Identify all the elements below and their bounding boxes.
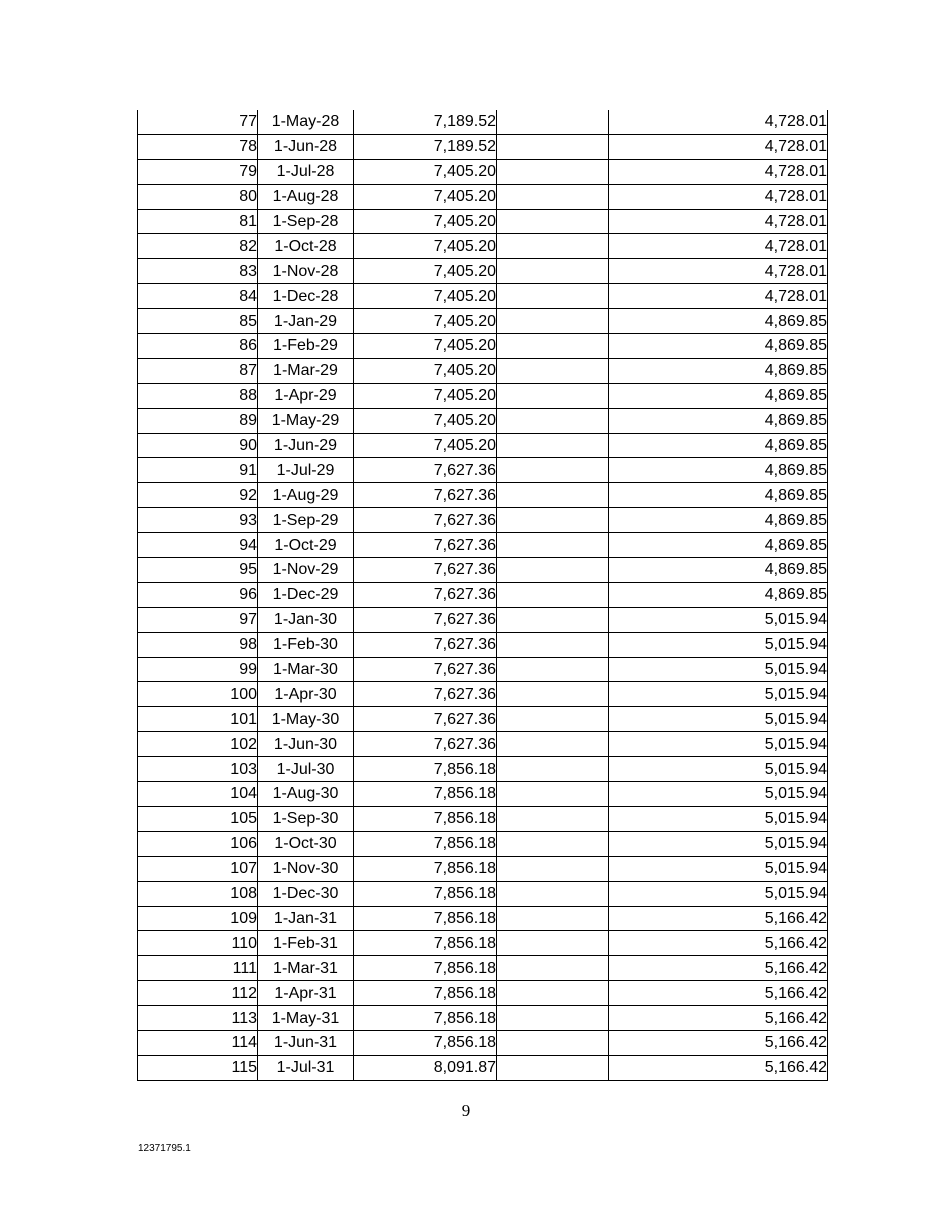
amount-cell: 7,405.20 (354, 309, 497, 334)
amount-cell: 7,627.36 (354, 607, 497, 632)
second-amount-cell: 5,015.94 (609, 707, 828, 732)
empty-cell (497, 856, 609, 881)
second-amount-cell: 5,015.94 (609, 657, 828, 682)
empty-cell (497, 309, 609, 334)
date-cell: 1-Oct-28 (258, 234, 354, 259)
row-number-cell: 99 (138, 657, 258, 682)
second-amount-cell: 5,166.42 (609, 956, 828, 981)
row-number-cell: 84 (138, 284, 258, 309)
empty-cell (497, 981, 609, 1006)
table-row (138, 732, 828, 757)
row-number-cell: 111 (138, 956, 258, 981)
empty-cell (497, 508, 609, 533)
table-row (138, 1030, 828, 1055)
empty-cell (497, 458, 609, 483)
date-cell: 1-Feb-31 (258, 931, 354, 956)
amount-cell: 7,405.20 (354, 184, 497, 209)
row-number-cell: 112 (138, 981, 258, 1006)
row-number-cell: 91 (138, 458, 258, 483)
amount-cell: 7,856.18 (354, 931, 497, 956)
date-cell: 1-Jul-31 (258, 1055, 354, 1080)
empty-cell (497, 782, 609, 807)
second-amount-cell: 5,015.94 (609, 757, 828, 782)
empty-cell (497, 1006, 609, 1031)
amount-cell: 7,856.18 (354, 782, 497, 807)
table-row (138, 159, 828, 184)
date-cell: 1-Aug-29 (258, 483, 354, 508)
amount-cell: 7,405.20 (354, 433, 497, 458)
second-amount-cell: 5,015.94 (609, 732, 828, 757)
date-cell: 1-Jan-30 (258, 607, 354, 632)
empty-cell (497, 383, 609, 408)
table-row (138, 757, 828, 782)
row-number-cell: 97 (138, 607, 258, 632)
amount-cell: 7,856.18 (354, 1030, 497, 1055)
table-row (138, 682, 828, 707)
table-row (138, 806, 828, 831)
date-cell: 1-May-30 (258, 707, 354, 732)
table-row (138, 981, 828, 1006)
amount-cell: 7,856.18 (354, 1006, 497, 1031)
row-number-cell: 109 (138, 906, 258, 931)
row-number-cell: 78 (138, 134, 258, 159)
empty-cell (497, 284, 609, 309)
row-number-cell: 106 (138, 831, 258, 856)
row-number-cell: 110 (138, 931, 258, 956)
row-number-cell: 85 (138, 309, 258, 334)
empty-cell (497, 881, 609, 906)
table-body (138, 110, 828, 1080)
row-number-cell: 90 (138, 433, 258, 458)
row-number-cell: 98 (138, 632, 258, 657)
amount-cell: 7,627.36 (354, 657, 497, 682)
date-cell: 1-Feb-30 (258, 632, 354, 657)
amount-cell: 7,627.36 (354, 632, 497, 657)
table-row (138, 906, 828, 931)
row-number-cell: 100 (138, 682, 258, 707)
empty-cell (497, 831, 609, 856)
amount-cell: 7,405.20 (354, 334, 497, 359)
second-amount-cell: 4,869.85 (609, 558, 828, 583)
amount-cell: 7,856.18 (354, 806, 497, 831)
second-amount-cell: 5,166.42 (609, 1055, 828, 1080)
date-cell: 1-Jul-30 (258, 757, 354, 782)
amount-cell: 7,405.20 (354, 259, 497, 284)
table-row (138, 110, 828, 134)
empty-cell (497, 358, 609, 383)
table-row (138, 284, 828, 309)
empty-cell (497, 607, 609, 632)
empty-cell (497, 134, 609, 159)
second-amount-cell: 4,728.01 (609, 284, 828, 309)
amount-cell: 7,856.18 (354, 831, 497, 856)
table-row (138, 184, 828, 209)
date-cell: 1-Jun-29 (258, 433, 354, 458)
second-amount-cell: 4,869.85 (609, 408, 828, 433)
row-number-cell: 94 (138, 533, 258, 558)
date-cell: 1-Jun-28 (258, 134, 354, 159)
amount-cell: 7,405.20 (354, 408, 497, 433)
row-number-cell: 79 (138, 159, 258, 184)
empty-cell (497, 209, 609, 234)
date-cell: 1-Feb-29 (258, 334, 354, 359)
date-cell: 1-Jul-28 (258, 159, 354, 184)
second-amount-cell: 5,015.94 (609, 831, 828, 856)
table-row (138, 134, 828, 159)
row-number-cell: 83 (138, 259, 258, 284)
table-row (138, 358, 828, 383)
table-row (138, 408, 828, 433)
table-row (138, 334, 828, 359)
amount-cell: 7,405.20 (354, 159, 497, 184)
table-row (138, 956, 828, 981)
second-amount-cell: 4,869.85 (609, 533, 828, 558)
table-row (138, 458, 828, 483)
row-number-cell: 86 (138, 334, 258, 359)
empty-cell (497, 159, 609, 184)
second-amount-cell: 4,728.01 (609, 184, 828, 209)
second-amount-cell: 5,015.94 (609, 806, 828, 831)
empty-cell (497, 184, 609, 209)
row-number-cell: 93 (138, 508, 258, 533)
date-cell: 1-Oct-29 (258, 533, 354, 558)
empty-cell (497, 259, 609, 284)
amount-cell: 7,405.20 (354, 209, 497, 234)
row-number-cell: 103 (138, 757, 258, 782)
date-cell: 1-Apr-30 (258, 682, 354, 707)
table-row (138, 309, 828, 334)
table-row (138, 831, 828, 856)
date-cell: 1-Nov-29 (258, 558, 354, 583)
amount-cell: 7,856.18 (354, 956, 497, 981)
row-number-cell: 87 (138, 358, 258, 383)
amount-cell: 7,856.18 (354, 981, 497, 1006)
date-cell: 1-May-29 (258, 408, 354, 433)
table-row (138, 508, 828, 533)
second-amount-cell: 4,869.85 (609, 358, 828, 383)
row-number-cell: 80 (138, 184, 258, 209)
table-row (138, 1055, 828, 1080)
amount-cell: 7,189.52 (354, 134, 497, 159)
empty-cell (497, 806, 609, 831)
row-number-cell: 81 (138, 209, 258, 234)
amount-cell: 7,627.36 (354, 732, 497, 757)
date-cell: 1-May-28 (258, 110, 354, 134)
date-cell: 1-Sep-30 (258, 806, 354, 831)
table-row (138, 234, 828, 259)
date-cell: 1-Mar-29 (258, 358, 354, 383)
second-amount-cell: 5,015.94 (609, 607, 828, 632)
row-number-cell: 113 (138, 1006, 258, 1031)
empty-cell (497, 707, 609, 732)
empty-cell (497, 757, 609, 782)
second-amount-cell: 4,869.85 (609, 508, 828, 533)
date-cell: 1-Sep-28 (258, 209, 354, 234)
second-amount-cell: 4,728.01 (609, 110, 828, 134)
row-number-cell: 107 (138, 856, 258, 881)
amount-cell: 7,856.18 (354, 757, 497, 782)
row-number-cell: 108 (138, 881, 258, 906)
date-cell: 1-Nov-30 (258, 856, 354, 881)
row-number-cell: 102 (138, 732, 258, 757)
table-row (138, 259, 828, 284)
amount-cell: 7,627.36 (354, 582, 497, 607)
date-cell: 1-Jun-30 (258, 732, 354, 757)
amount-cell: 7,627.36 (354, 707, 497, 732)
date-cell: 1-Dec-30 (258, 881, 354, 906)
second-amount-cell: 5,166.42 (609, 981, 828, 1006)
row-number-cell: 82 (138, 234, 258, 259)
second-amount-cell: 5,015.94 (609, 682, 828, 707)
page-number: 9 (461, 1101, 471, 1120)
second-amount-cell: 4,728.01 (609, 134, 828, 159)
row-number-cell: 95 (138, 558, 258, 583)
amount-cell: 7,856.18 (354, 906, 497, 931)
empty-cell (497, 558, 609, 583)
table-row (138, 483, 828, 508)
row-number-cell: 92 (138, 483, 258, 508)
empty-cell (497, 1055, 609, 1080)
date-cell: 1-Jan-31 (258, 906, 354, 931)
second-amount-cell: 4,728.01 (609, 259, 828, 284)
amount-cell: 7,856.18 (354, 881, 497, 906)
second-amount-cell: 4,869.85 (609, 383, 828, 408)
amount-cell: 7,627.36 (354, 533, 497, 558)
amount-cell: 7,405.20 (354, 234, 497, 259)
second-amount-cell: 5,166.42 (609, 931, 828, 956)
amount-cell: 7,405.20 (354, 284, 497, 309)
empty-cell (497, 632, 609, 657)
date-cell: 1-Apr-31 (258, 981, 354, 1006)
empty-cell (497, 657, 609, 682)
date-cell: 1-Dec-29 (258, 582, 354, 607)
table-row (138, 607, 828, 632)
date-cell: 1-May-31 (258, 1006, 354, 1031)
empty-cell (497, 682, 609, 707)
empty-cell (497, 483, 609, 508)
date-cell: 1-Apr-29 (258, 383, 354, 408)
table-row (138, 782, 828, 807)
date-cell: 1-Jun-31 (258, 1030, 354, 1055)
empty-cell (497, 1030, 609, 1055)
empty-cell (497, 334, 609, 359)
second-amount-cell: 4,728.01 (609, 234, 828, 259)
empty-cell (497, 533, 609, 558)
amount-cell: 7,627.36 (354, 508, 497, 533)
amount-cell: 8,091.87 (354, 1055, 497, 1080)
row-number-cell: 89 (138, 408, 258, 433)
date-cell: 1-Aug-28 (258, 184, 354, 209)
second-amount-cell: 5,166.42 (609, 906, 828, 931)
row-number-cell: 104 (138, 782, 258, 807)
row-number-cell: 96 (138, 582, 258, 607)
empty-cell (497, 110, 609, 134)
date-cell: 1-Dec-28 (258, 284, 354, 309)
table-row (138, 657, 828, 682)
date-cell: 1-Sep-29 (258, 508, 354, 533)
empty-cell (497, 234, 609, 259)
table-row (138, 582, 828, 607)
second-amount-cell: 4,869.85 (609, 483, 828, 508)
table-row (138, 931, 828, 956)
table-row (138, 632, 828, 657)
empty-cell (497, 906, 609, 931)
date-cell: 1-Nov-28 (258, 259, 354, 284)
row-number-cell: 114 (138, 1030, 258, 1055)
second-amount-cell: 5,015.94 (609, 632, 828, 657)
amount-cell: 7,405.20 (354, 358, 497, 383)
second-amount-cell: 5,015.94 (609, 782, 828, 807)
amount-cell: 7,627.36 (354, 558, 497, 583)
row-number-cell: 88 (138, 383, 258, 408)
second-amount-cell: 4,869.85 (609, 433, 828, 458)
empty-cell (497, 732, 609, 757)
table-row (138, 558, 828, 583)
amount-cell: 7,189.52 (354, 110, 497, 134)
amount-cell: 7,627.36 (354, 483, 497, 508)
table-row (138, 1006, 828, 1031)
second-amount-cell: 5,015.94 (609, 881, 828, 906)
second-amount-cell: 4,869.85 (609, 458, 828, 483)
second-amount-cell: 4,728.01 (609, 159, 828, 184)
row-number-cell: 115 (138, 1055, 258, 1080)
date-cell: 1-Aug-30 (258, 782, 354, 807)
date-cell: 1-Jan-29 (258, 309, 354, 334)
second-amount-cell: 5,015.94 (609, 856, 828, 881)
empty-cell (497, 931, 609, 956)
table-row (138, 383, 828, 408)
empty-cell (497, 956, 609, 981)
table-row (138, 881, 828, 906)
row-number-cell: 77 (138, 110, 258, 134)
payment-schedule-table (137, 110, 828, 1081)
table-row (138, 533, 828, 558)
second-amount-cell: 5,166.42 (609, 1030, 828, 1055)
row-number-cell: 105 (138, 806, 258, 831)
date-cell: 1-Oct-30 (258, 831, 354, 856)
date-cell: 1-Mar-30 (258, 657, 354, 682)
empty-cell (497, 408, 609, 433)
second-amount-cell: 4,869.85 (609, 309, 828, 334)
empty-cell (497, 582, 609, 607)
table-row (138, 856, 828, 881)
second-amount-cell: 4,728.01 (609, 209, 828, 234)
amount-cell: 7,856.18 (354, 856, 497, 881)
empty-cell (497, 433, 609, 458)
second-amount-cell: 4,869.85 (609, 334, 828, 359)
amount-cell: 7,627.36 (354, 458, 497, 483)
amount-cell: 7,405.20 (354, 383, 497, 408)
second-amount-cell: 4,869.85 (609, 582, 828, 607)
amount-cell: 7,627.36 (354, 682, 497, 707)
row-number-cell: 101 (138, 707, 258, 732)
date-cell: 1-Jul-29 (258, 458, 354, 483)
table-row (138, 209, 828, 234)
second-amount-cell: 5,166.42 (609, 1006, 828, 1031)
table-row (138, 433, 828, 458)
date-cell: 1-Mar-31 (258, 956, 354, 981)
table-row (138, 707, 828, 732)
document-id: 12371795.1 (138, 1143, 191, 1154)
